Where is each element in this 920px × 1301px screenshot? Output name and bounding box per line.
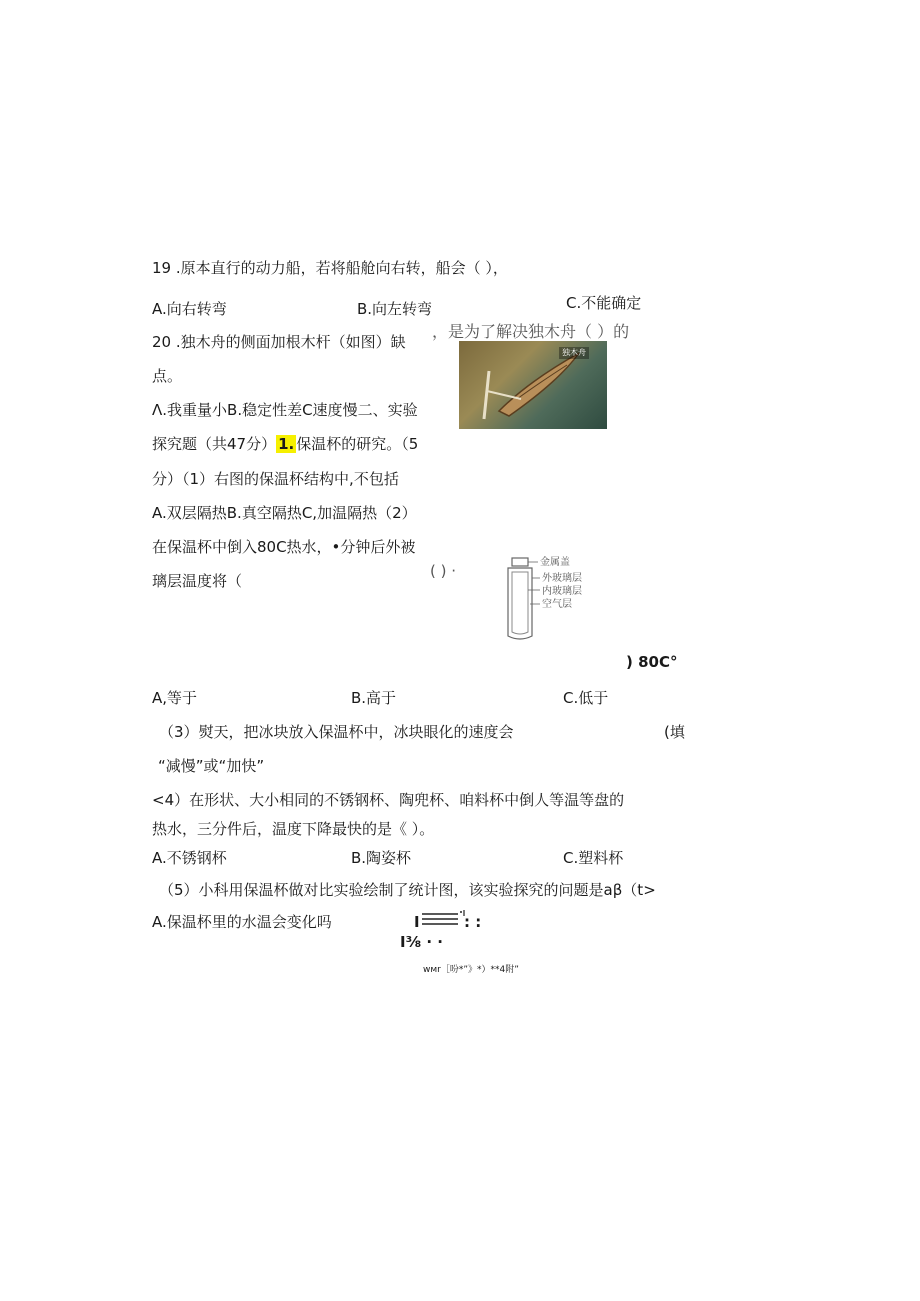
q19-stem: 19 .原本直行的动力船，若将船舱向右转，船会（ ）， xyxy=(152,259,508,277)
q19-option-c: C.不能确定 xyxy=(566,294,642,312)
q4-option-c: C.塑料杯 xyxy=(563,849,624,867)
q3-line2: “减慢”或“加快” xyxy=(158,757,265,775)
q5-line1: （5）小科用保温杯做对比实验绘制了统计图，该实验探究的问题是aβ（t> xyxy=(159,881,656,899)
q3-line1-right: (填 xyxy=(664,723,685,741)
flask-label-outer: 外玻璃层 xyxy=(542,573,582,584)
section2-option-b: B.高于 xyxy=(351,689,397,707)
statistics-chart xyxy=(400,904,490,952)
q19-option-a: A.向右转弯 xyxy=(152,300,227,318)
q19-option-b: B.向左转弯 xyxy=(357,300,433,318)
chart-glyph-top: I xyxy=(414,913,420,931)
section2-line4: 在保温杯中倒入80C热水，•分钟后外被 xyxy=(152,538,416,556)
end-temperature: ) 80C° xyxy=(626,653,678,671)
section2-line2: 分）（1）右图的保温杯结构中,不包括 xyxy=(152,470,399,488)
section2-line5: 璃层温度将（ xyxy=(152,572,243,590)
flask-label-cap: 金属盖 xyxy=(540,557,570,568)
chart-caption: wмr［吩*”》*）**4附” xyxy=(423,965,519,975)
q20-stem-line2: 点。 xyxy=(152,367,183,385)
q3-line1: （3）熨天，把冰块放入保温杯中，冰块眼化的速度会 xyxy=(159,723,514,741)
section-question: 保温杯的研究。（5 xyxy=(296,435,419,453)
q20-options-line: Λ.我重量小B.稳定性差C速度慢二、实验 xyxy=(152,401,418,419)
q5-option-a: A.保温杯里的水温会变化吗 xyxy=(152,913,332,931)
section2-option-c: C.低于 xyxy=(563,689,609,707)
section-title: 探究题（共47分） xyxy=(152,435,277,453)
chart-glyph-bottom: I⅜ · · xyxy=(400,933,443,951)
section2-line3: A.双层隔热B.真空隔热C,加温隔热（2） xyxy=(152,504,417,522)
highlighted-number: 1. xyxy=(278,435,295,453)
q4-option-a: A.不锈钢杯 xyxy=(152,849,227,867)
flask-label-air: 空气层 xyxy=(542,599,572,610)
q4-line1: <4）在形状、大小相同的不锈钢杯、陶兜杯、咱料杯中倒人等温等盘的 xyxy=(152,791,625,809)
chart-dots: : : xyxy=(464,913,482,931)
section2-option-a: A,等于 xyxy=(152,689,198,707)
q4-line2: 热水，三分件后，温度下降最快的是《 ）。 xyxy=(152,820,435,838)
section2-line1 xyxy=(152,434,418,454)
q20-stem-right: ，是为了解决独木舟（ ）的 xyxy=(432,322,630,341)
canoe-caption: 独木舟 xyxy=(559,347,589,359)
section2-blank-right: ( ) · xyxy=(430,562,457,580)
flask-label-inner: 内玻璃层 xyxy=(542,586,582,597)
q20-stem-left: 20 .独木舟的侧面加根木杆（如图）缺 xyxy=(152,333,406,351)
canoe-photo xyxy=(459,341,607,429)
q4-option-b: B.陶姿杯 xyxy=(351,849,412,867)
